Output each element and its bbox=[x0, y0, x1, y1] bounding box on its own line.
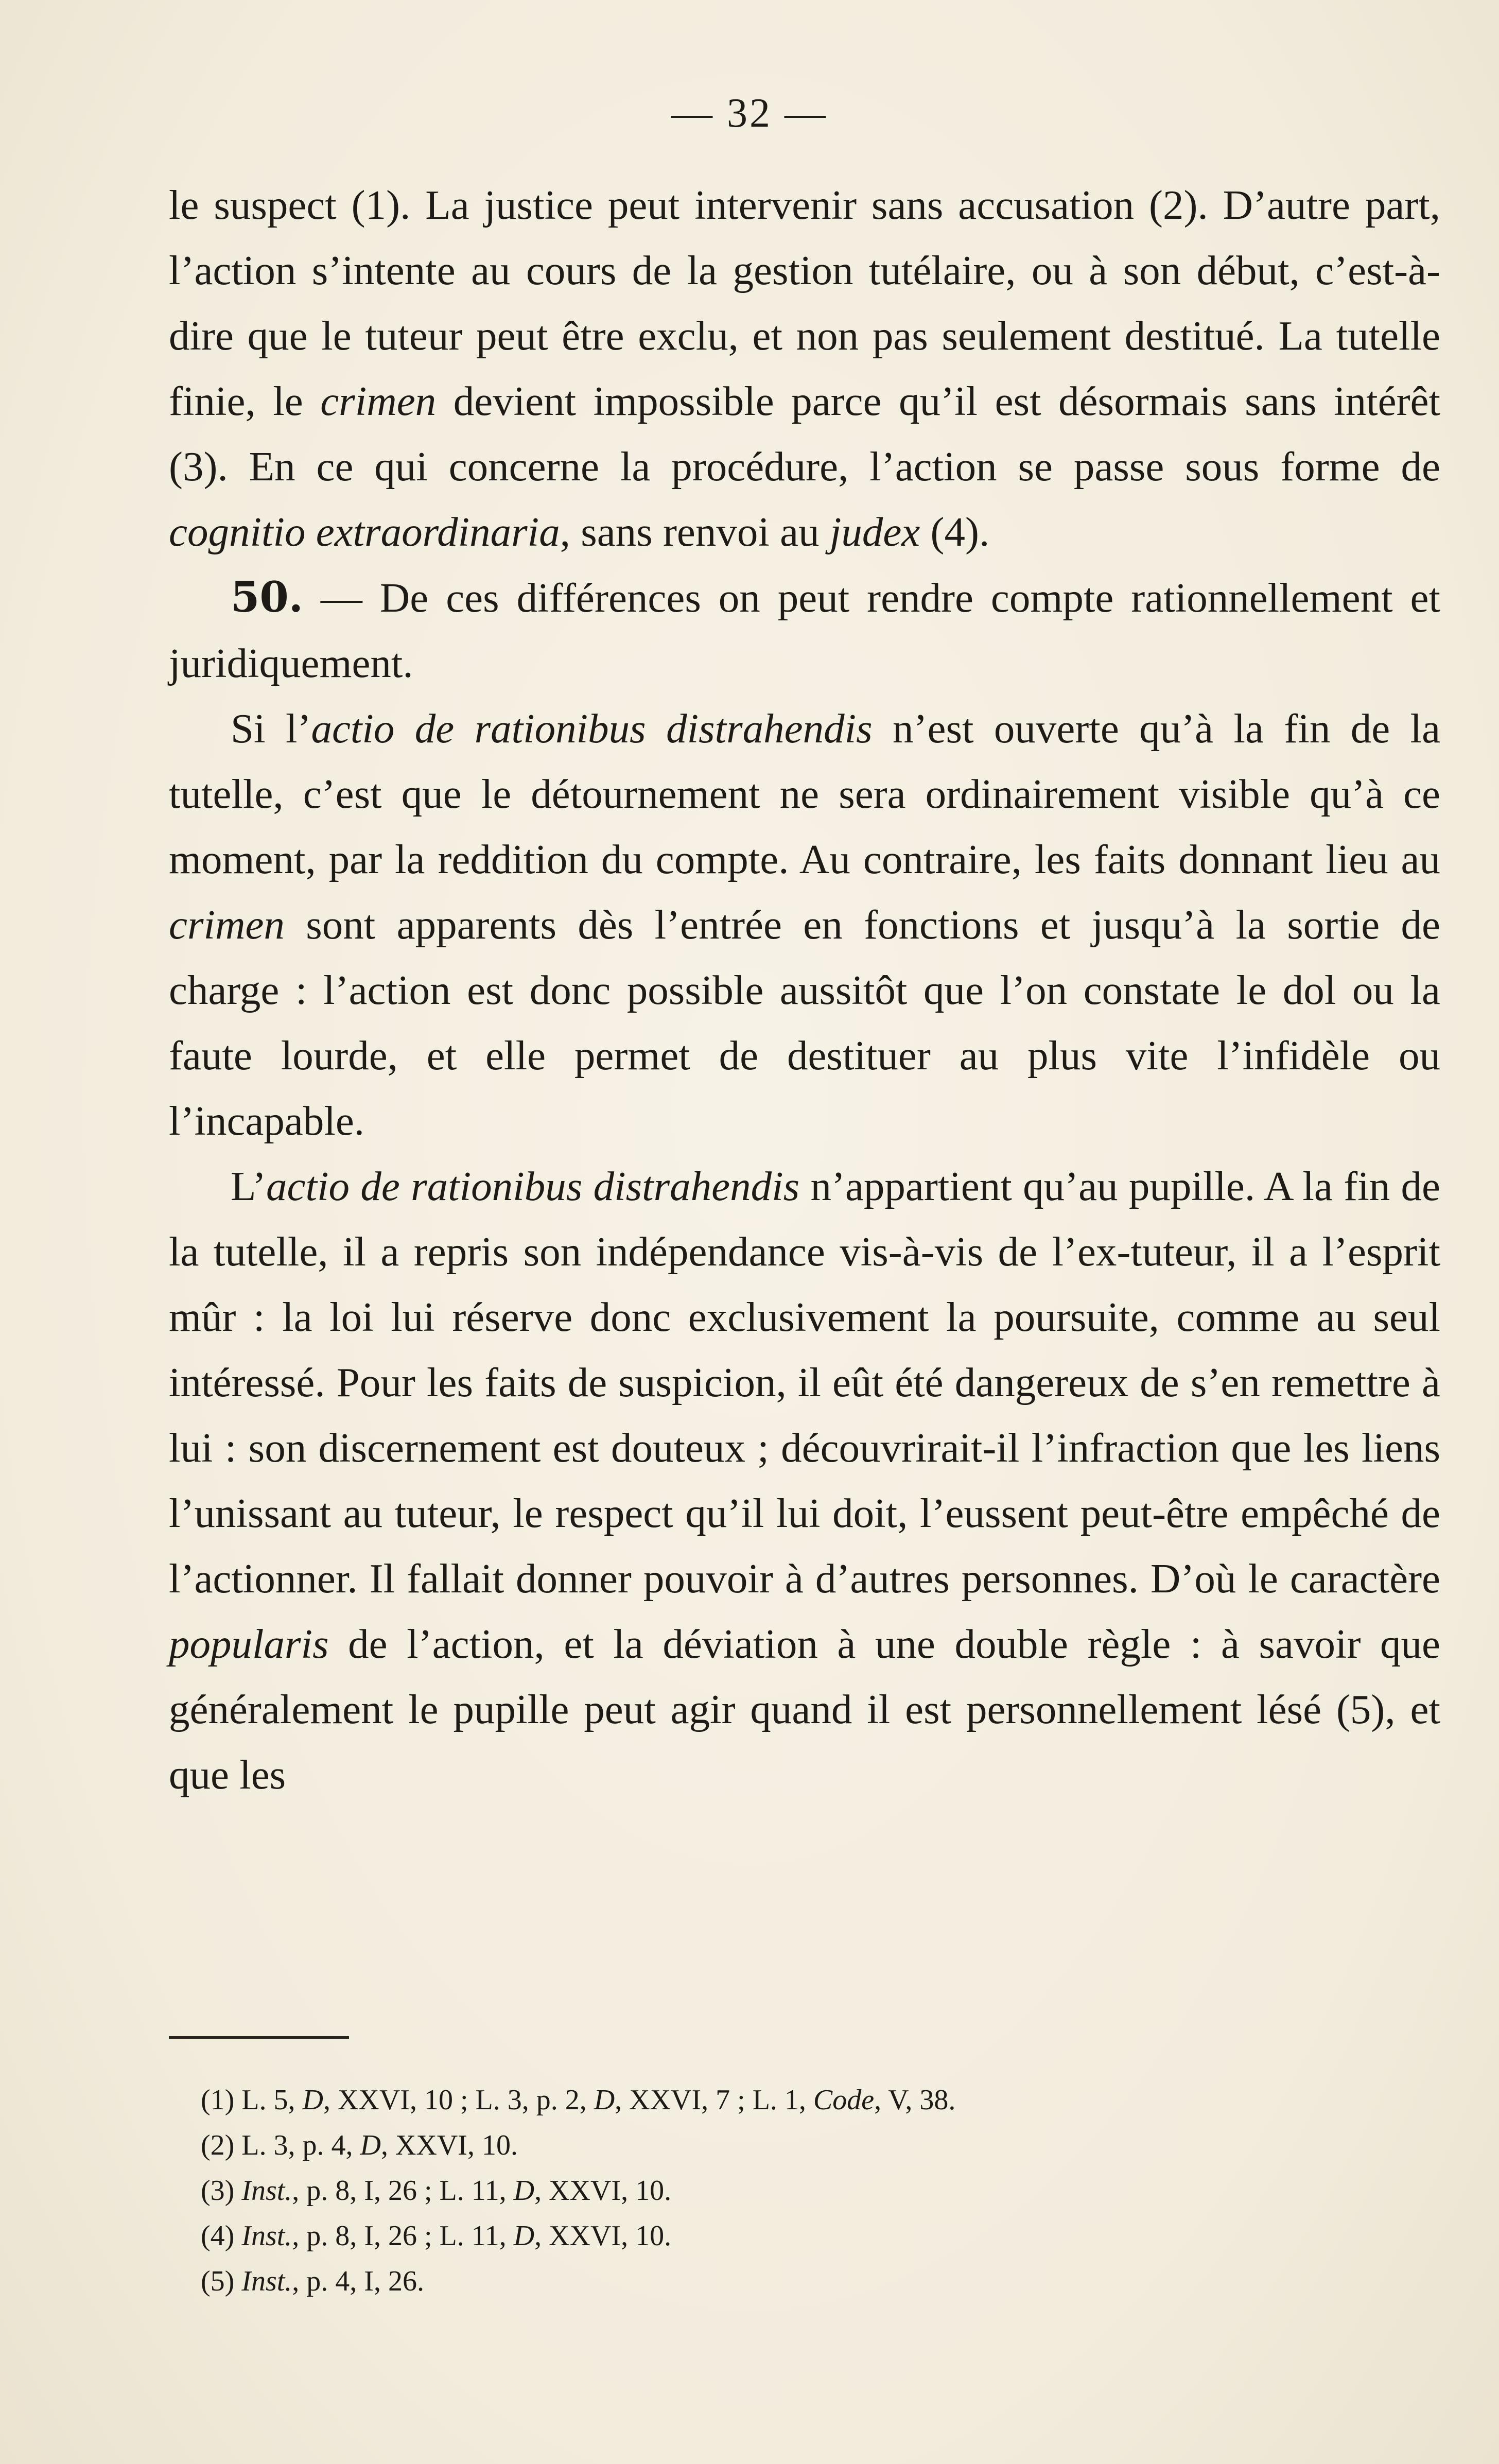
latin-term: popularis bbox=[169, 1621, 329, 1667]
footnote-text: , p. 8, I, 26 ; L. 11, bbox=[292, 2175, 514, 2207]
footnote-2 bbox=[201, 2123, 1385, 2168]
paragraph-4 bbox=[169, 1154, 1440, 1808]
footnote-source: D bbox=[513, 2175, 535, 2207]
footnote-text: , XXVI, 10. bbox=[534, 2175, 672, 2207]
paragraph-2 bbox=[169, 565, 1440, 696]
footnote-text: (1) L. 5, bbox=[201, 2084, 303, 2116]
main-text bbox=[169, 172, 1440, 1808]
text-run: n’est ouverte qu’à la fin de la tutelle, c’est que le détournement ne sera ordinairement visible qu’à ce moment, par la reddition du compte. Au contraire, les faits donnant lieu au bbox=[169, 705, 1441, 882]
footnote-source: D bbox=[360, 2129, 381, 2161]
footnote-source: D bbox=[513, 2220, 535, 2252]
section-number: 50. bbox=[231, 573, 303, 622]
paragraph-3 bbox=[169, 696, 1440, 1154]
footnote-text: , XXVI, 10. bbox=[380, 2129, 518, 2161]
text-run: — De ces différences on peut rendre compte rationnellement et juridiquement. bbox=[169, 575, 1440, 686]
footnote-1 bbox=[201, 2077, 1385, 2123]
footnote-4 bbox=[201, 2213, 1385, 2259]
text-run: sont apparents dès l’entrée en fonctions et jusqu’à la sortie de charge : l’action est donc possible aussitôt que l’on constate le dol ou la faute lourde, et elle permet de destituer au plus vite l’infidèle ou l’incapable. bbox=[169, 901, 1440, 1144]
footnote-3 bbox=[201, 2168, 1385, 2213]
latin-term: cognitio extraordinaria bbox=[169, 509, 560, 555]
page-number: — 32 — bbox=[671, 91, 828, 136]
latin-term: actio de rationibus distrahendis bbox=[266, 1163, 800, 1209]
text-run: Si l’ bbox=[231, 705, 311, 752]
footnote-5 bbox=[201, 2259, 1385, 2304]
footnote-text: (5) bbox=[201, 2265, 242, 2297]
footnote-source: Code bbox=[813, 2084, 875, 2116]
footnote-text: (2) L. 3, p. 4, bbox=[201, 2129, 360, 2161]
text-run: devient impossible parce qu’il est désormais sans intérêt (3). En ce qui concerne la procédure, l’action se passe sous forme de bbox=[169, 378, 1440, 490]
latin-term: crimen bbox=[169, 901, 285, 948]
latin-term: actio de rationibus distrahendis bbox=[311, 705, 873, 752]
footnote-divider bbox=[169, 2036, 349, 2039]
text-run: L’ bbox=[231, 1163, 267, 1209]
latin-term: judex bbox=[829, 509, 920, 555]
footnote-text: (3) bbox=[201, 2175, 242, 2207]
footnote-text: , XXVI, 7 ; L. 1, bbox=[615, 2084, 813, 2116]
footnote-text: , p. 8, I, 26 ; L. 11, bbox=[292, 2220, 514, 2252]
footnote-source: D bbox=[594, 2084, 615, 2116]
footnote-text: , XXVI, 10 ; L. 3, p. 2, bbox=[323, 2084, 594, 2116]
text-run: (4). bbox=[920, 509, 990, 555]
footnote-text: , XXVI, 10. bbox=[534, 2220, 672, 2252]
footnote-source: D bbox=[302, 2084, 323, 2116]
footnote-text: (4) bbox=[201, 2220, 242, 2252]
paragraph-1 bbox=[169, 172, 1440, 565]
latin-term: crimen bbox=[320, 378, 437, 424]
text-run: de l’action, et la déviation à une double règle : à savoir que généralement le pupille peut agir quand il est personnellement lésé (5), et que les bbox=[169, 1621, 1440, 1798]
text-run: n’appartient qu’au pupille. A la fin de la tutelle, il a repris son indépendance vis-à-vis de l’ex-tuteur, il a l’esprit mûr : la loi lui réserve donc exclusivement la poursuite, comme au seul intéressé. Pour les faits de suspicion, il eût été dangereux de s’en remettre à lui : son discernement est douteux ; découvrirait-il l’infraction que les liens l’unissant au tuteur, le respect qu’il lui doit, l’eussent peut-être empêché de l’actionner. Il fallait donner pouvoir à d’autres personnes. D’où le caractère bbox=[169, 1163, 1441, 1602]
footnote-text: , V, 38. bbox=[874, 2084, 956, 2116]
footnote-text: , p. 4, I, 26. bbox=[292, 2265, 424, 2297]
text-run: le suspect (1). La justice peut intervenir sans accusation (2). D’autre part, l’action s’intente au cours de la gestion tutélaire, ou à son début, c’est-à-dire que le tuteur peut être exclu, et non pas seulement destitué. La tutelle finie, le bbox=[169, 182, 1440, 424]
text-run: , sans renvoi au bbox=[560, 509, 830, 555]
footnotes bbox=[201, 2077, 1385, 2304]
footnote-source: Inst. bbox=[241, 2175, 292, 2207]
footnote-source: Inst. bbox=[241, 2265, 292, 2297]
footnote-source: Inst. bbox=[241, 2220, 292, 2252]
